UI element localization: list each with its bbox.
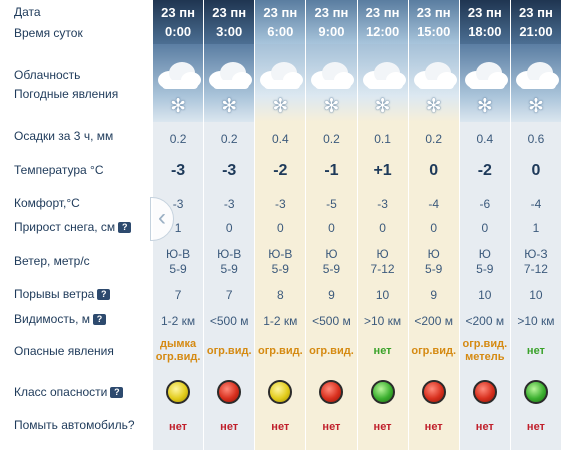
label-visibility — [14, 312, 106, 327]
wind-direction: Ю — [376, 247, 389, 261]
hazard-value — [255, 345, 305, 358]
cloudiness-cell — [409, 44, 459, 96]
column-header — [153, 0, 203, 44]
wind-direction: Ю — [325, 247, 338, 261]
hazard-line-1: огр.вид. — [411, 345, 456, 357]
hazard-value — [358, 345, 408, 358]
row-labels — [0, 0, 152, 450]
wind-value — [460, 247, 510, 277]
cloud-icon — [514, 58, 560, 95]
forecast-column — [358, 0, 409, 450]
danger-indicator-red — [422, 380, 446, 404]
snowflake-icon: ✻ — [170, 96, 187, 117]
hazard-value — [460, 338, 510, 364]
column-date: 23 пн — [314, 5, 349, 20]
cloud-icon — [463, 58, 509, 95]
forecast-columns — [153, 0, 562, 450]
cloud-icon — [207, 58, 253, 95]
column-header — [358, 0, 408, 44]
cloud-icon — [309, 58, 355, 95]
snow-growth-value: 0 — [379, 221, 386, 235]
column-header — [255, 0, 305, 44]
wind-direction: Ю-В — [268, 247, 293, 261]
temp-value: -3 — [222, 162, 237, 179]
snowflake-icon: ✻ — [221, 96, 238, 117]
label-date: Дата — [14, 5, 41, 19]
wash-car-value: нет — [475, 421, 494, 433]
wind-speed: 5-9 — [322, 262, 341, 276]
label-gusts — [14, 287, 110, 302]
temp-value: -3 — [170, 162, 186, 179]
danger-indicator-red — [319, 380, 343, 404]
danger-indicator-green — [371, 380, 395, 404]
snow-growth-value: 0 — [430, 221, 438, 235]
label-danger-class — [14, 385, 123, 400]
snow-growth-value: 1 — [174, 221, 182, 235]
hazard-line-1: огр.вид. — [206, 345, 252, 357]
snow-growth-value: 0 — [328, 221, 335, 235]
label-time-of-day: Время суток — [14, 26, 83, 40]
label-wash-car: Помыть автомобиль? — [14, 418, 135, 432]
precip-value: 0.2 — [220, 132, 238, 146]
comfort-value: -3 — [274, 197, 286, 211]
wind-speed: 5-9 — [220, 262, 238, 276]
wind-value — [409, 247, 459, 277]
wash-car-value: нет — [271, 421, 290, 433]
hazard-line-2: огр.вид. — [155, 351, 201, 363]
column-header — [409, 0, 459, 44]
forecast-column — [511, 0, 562, 450]
label-gusts-text: Порывы ветра — [14, 287, 95, 301]
visibility-value: <500 м — [312, 314, 351, 328]
column-date: 23 пн — [365, 5, 400, 20]
hazard-line-2: метель — [465, 351, 505, 363]
wind-speed: 5-9 — [476, 262, 494, 276]
snowflake-icon: ✻ — [323, 96, 340, 117]
hazard-line-1: огр.вид. — [309, 345, 354, 357]
precip-value: 0.2 — [169, 132, 187, 146]
gusts-value: 10 — [478, 288, 492, 302]
column-date: 23 пн — [467, 5, 502, 20]
visibility-value: 1-2 км — [160, 314, 196, 328]
forecast-column — [409, 0, 460, 450]
hazard-line-1: нет — [526, 345, 545, 357]
wash-car-value: нет — [526, 421, 545, 433]
gusts-value: 7 — [225, 288, 233, 302]
precip-value: 0.2 — [323, 132, 340, 146]
wind-direction: Ю-З — [524, 247, 548, 261]
temp-value: 0 — [531, 162, 541, 179]
wind-value — [511, 247, 561, 277]
precip-value: 0.1 — [374, 132, 391, 146]
danger-indicator-yellow — [166, 380, 190, 404]
help-icon[interactable]: ? — [110, 387, 123, 398]
wind-direction: Ю-В — [217, 247, 242, 261]
wash-car-value: нет — [169, 421, 188, 433]
hazard-line-1: нет — [373, 345, 392, 357]
cloud-icon — [412, 58, 458, 95]
precip-value: 0.6 — [527, 132, 545, 146]
wind-speed: 5-9 — [271, 262, 289, 276]
temp-value: +1 — [373, 162, 392, 179]
snowflake-icon: ✻ — [425, 96, 442, 117]
temp-value: 0 — [429, 162, 439, 179]
label-snow-growth — [14, 220, 131, 235]
help-icon[interactable]: ? — [93, 314, 106, 325]
cloudiness-cell — [255, 44, 305, 96]
cloudiness-cell — [358, 44, 408, 96]
wind-direction: Ю — [478, 247, 491, 261]
forecast-column — [460, 0, 511, 450]
gusts-value: 10 — [375, 288, 390, 302]
cloudiness-cell — [204, 44, 254, 96]
cloudiness-cell — [460, 44, 510, 96]
precip-value: 0.4 — [476, 132, 494, 146]
wind-speed: 7-12 — [523, 262, 548, 276]
help-icon[interactable]: ? — [97, 289, 110, 300]
forecast-column — [255, 0, 306, 450]
snow-growth-value: 0 — [276, 221, 284, 235]
gusts-value: 7 — [174, 288, 182, 302]
wind-value — [153, 247, 203, 277]
danger-indicator-green — [524, 380, 548, 404]
snowflake-icon: ✻ — [272, 96, 289, 117]
forecast-column — [306, 0, 357, 450]
wind-value — [255, 247, 305, 277]
snow-growth-value: 1 — [532, 221, 540, 235]
column-date: 23 пн — [519, 5, 553, 20]
label-weather: Погодные явления — [14, 87, 119, 101]
wind-value — [358, 247, 408, 277]
precip-value: 0.4 — [271, 132, 289, 146]
prev-arrow-button[interactable]: ‹ — [150, 197, 174, 241]
column-time: 0:00 — [165, 24, 192, 39]
comfort-value: -3 — [223, 197, 235, 211]
column-time: 3:00 — [216, 24, 243, 39]
visibility-value: <200 м — [414, 314, 453, 328]
label-hazards: Опасные явления — [14, 344, 114, 358]
cloudiness-cell — [306, 44, 356, 96]
column-time: 15:00 — [417, 24, 451, 39]
wind-direction: Ю — [427, 247, 440, 261]
comfort-value: -6 — [479, 197, 491, 211]
label-cloudiness: Облачность — [14, 68, 81, 82]
wind-speed: 7-12 — [370, 262, 395, 276]
column-time: 12:00 — [365, 24, 400, 39]
column-time: 9:00 — [318, 24, 345, 39]
column-date: 23 пн — [263, 5, 298, 20]
comfort-value: -3 — [377, 197, 388, 211]
wash-car-value: нет — [373, 421, 392, 433]
gusts-value: 10 — [529, 288, 543, 302]
label-temp: Температура °С — [14, 163, 104, 177]
wind-value — [306, 247, 356, 277]
wind-value — [204, 247, 254, 277]
danger-indicator-red — [473, 380, 497, 404]
column-date: 23 пн — [416, 5, 451, 20]
wash-car-value: нет — [220, 421, 239, 433]
hazard-value — [409, 345, 459, 358]
label-danger-class-text: Класс опасности — [14, 385, 108, 399]
visibility-value: >10 км — [363, 314, 402, 328]
hazard-value — [153, 338, 203, 364]
snowflake-icon: ✻ — [374, 96, 391, 117]
wind-speed: 5-9 — [169, 262, 187, 276]
help-icon[interactable]: ? — [118, 222, 131, 233]
column-time: 6:00 — [267, 24, 294, 39]
column-header — [204, 0, 254, 44]
label-snow-growth-text: Прирост снега, см — [14, 220, 116, 234]
gusts-value: 9 — [430, 288, 438, 302]
label-wind: Ветер, метр/с — [14, 254, 90, 268]
wash-car-value: нет — [322, 421, 341, 433]
snow-growth-value: 0 — [225, 221, 233, 235]
hazard-value — [306, 345, 356, 358]
visibility-value: <200 м — [465, 314, 505, 328]
cloud-icon — [361, 58, 407, 95]
hazard-value — [511, 345, 561, 358]
snowflake-icon: ✻ — [476, 96, 493, 117]
hazard-line-1: огр.вид. — [257, 345, 303, 357]
comfort-value: -3 — [172, 197, 184, 211]
column-date: 23 пн — [161, 5, 195, 20]
forecast-column — [204, 0, 255, 450]
wind-direction: Ю-В — [166, 247, 191, 261]
comfort-value: -4 — [428, 197, 440, 211]
danger-indicator-yellow — [268, 380, 292, 404]
column-time: 21:00 — [519, 24, 553, 39]
column-date: 23 пн — [212, 5, 247, 20]
visibility-value: >10 км — [517, 314, 555, 328]
temp-value: -1 — [324, 162, 339, 179]
column-time: 18:00 — [468, 24, 502, 39]
precip-value: 0.2 — [425, 132, 443, 146]
column-header — [460, 0, 510, 44]
comfort-value: -5 — [326, 197, 337, 211]
cloud-icon — [258, 58, 304, 95]
gusts-value: 8 — [276, 288, 284, 302]
column-header — [306, 0, 356, 44]
wind-speed: 5-9 — [425, 262, 443, 276]
temp-value: -2 — [273, 162, 288, 179]
snowflake-icon: ✻ — [527, 96, 544, 117]
label-comfort: Комфорт,°С — [14, 196, 80, 210]
hazard-line-1: огр.вид. — [462, 338, 508, 350]
hazard-value — [204, 345, 254, 358]
visibility-value: 1-2 км — [263, 314, 298, 328]
snow-growth-value: 0 — [481, 221, 489, 235]
gusts-value: 9 — [328, 288, 335, 302]
danger-indicator-red — [217, 380, 241, 404]
label-precip: Осадки за 3 ч, мм — [14, 129, 114, 143]
cloudiness-cell — [511, 44, 561, 96]
label-visibility-text: Видимость, м — [14, 312, 91, 326]
comfort-value: -4 — [530, 197, 542, 211]
visibility-value: <500 м — [209, 314, 249, 328]
cloud-icon — [156, 58, 202, 95]
temp-value: -2 — [477, 162, 492, 179]
wash-car-value: нет — [424, 421, 443, 433]
hazard-line-1: дымка — [159, 338, 197, 350]
cloudiness-cell — [153, 44, 203, 96]
column-header — [511, 0, 561, 44]
